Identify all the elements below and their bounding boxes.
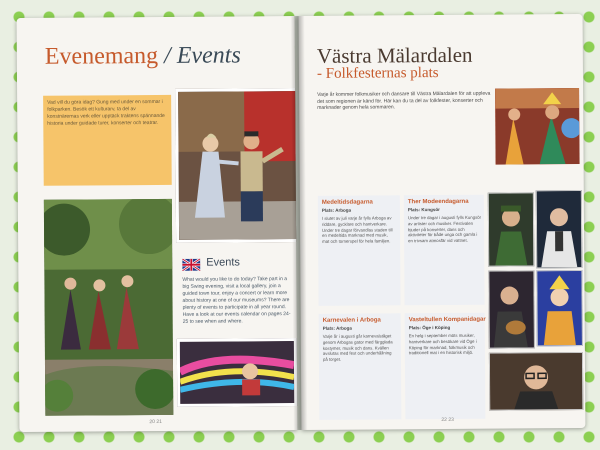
theatre-actors-photo bbox=[175, 88, 297, 243]
english-events-box bbox=[176, 244, 295, 335]
article-karnevalen bbox=[319, 313, 402, 420]
article-medeltidsdagarna bbox=[318, 195, 401, 306]
article-ther-modeendagarna bbox=[404, 195, 485, 306]
article-place: Plats: Öge i Köping bbox=[408, 324, 451, 331]
intro-box bbox=[43, 95, 172, 186]
title-separator: / bbox=[158, 42, 177, 69]
article-place: Plats: Arboga bbox=[321, 207, 352, 213]
article-title: Medeltidsdagarna bbox=[321, 199, 373, 206]
article-title: Karnevalen i Arboga bbox=[322, 317, 381, 324]
performer-photo-singer bbox=[536, 190, 583, 268]
article-title: Ther Modeendagarna bbox=[407, 198, 469, 206]
left-page-number: 20 21 bbox=[149, 418, 162, 426]
uk-flag-icon bbox=[182, 259, 200, 271]
right-page bbox=[299, 14, 586, 430]
article-place: Plats: Arboga bbox=[322, 325, 352, 331]
festival-parade-photo bbox=[495, 88, 580, 165]
performer-photo-guitarist bbox=[488, 270, 535, 348]
events-heading: Events bbox=[206, 256, 240, 269]
performer-photo-clown bbox=[536, 270, 583, 346]
article-text: Varje år i augusti går karnevalståget genom Arbogas gator med färgglada kostymer, musik och dans. Kvällen avslutas med fest och underhållning på torget. bbox=[322, 333, 393, 363]
performer-photo-green bbox=[488, 192, 535, 266]
article-vasteltullen bbox=[405, 313, 486, 420]
performer-photo-glasses bbox=[489, 352, 583, 411]
article-place: Plats: Kungsör bbox=[407, 207, 440, 213]
article-text: I slutet av juli varje år fylls Arboga av riddare, gycklare och hantverkare. Under tre dagar förvandlas staden till en medeltida marknad med musik, mat och tornerspel för hela familjen. bbox=[321, 215, 393, 245]
article-text: En helg i september möts musiker, hantverkare och besökare vid Öge i Köping för marknad, folkmusik och traditionell mat i en historisk miljö. bbox=[408, 332, 477, 356]
article-title: Vasteltullen Kompanidagar bbox=[408, 316, 486, 324]
region-subtitle: - Folkfesternas plats bbox=[316, 65, 439, 82]
title-english: Events bbox=[176, 42, 241, 69]
page-gutter bbox=[291, 16, 308, 430]
events-text: What would you like to do today? Take part in a big Swing evening, visit a local gallery, join a guided town tour, enjoy a concert or learn more about history at one of our museums? There are plenty of events to participate in all year round. Have a look at our events calendar on pages 24-25 to see when and where. bbox=[182, 276, 291, 325]
title-swedish: Evenemang bbox=[44, 42, 159, 70]
right-page-number: 22 23 bbox=[441, 416, 454, 424]
costume-group-photo bbox=[44, 199, 174, 416]
region-intro-text: Varje år kommer folkmusiker och dansare till Västra Mälardalen för att uppleva det som regionen är känd för. Här kan du ta del av folkfester, konserter och marknader genom hela sommaren. bbox=[317, 90, 491, 111]
intro-text: Vad vill du göra idag? Gung med under en sommar i folkparken. Besök ett kulturarv, ta del av konstnärernas verk eller upptäck traktens spännande historia under guidade turer, konserter och teatrar. bbox=[47, 98, 165, 127]
left-page bbox=[17, 16, 298, 432]
magazine-spread bbox=[17, 14, 586, 432]
article-text: Under tre dagar i augusti fylls Kungsör av artister och musiker. Festivalen bjuder på konserter, dans och aktiviteter för både unga och gamla i en trivsam atmosfär vid vattnet. bbox=[407, 214, 482, 244]
carnival-ride-photo bbox=[177, 338, 297, 407]
page-title-events bbox=[45, 42, 241, 70]
region-title: Västra Mälardalen bbox=[316, 42, 473, 68]
